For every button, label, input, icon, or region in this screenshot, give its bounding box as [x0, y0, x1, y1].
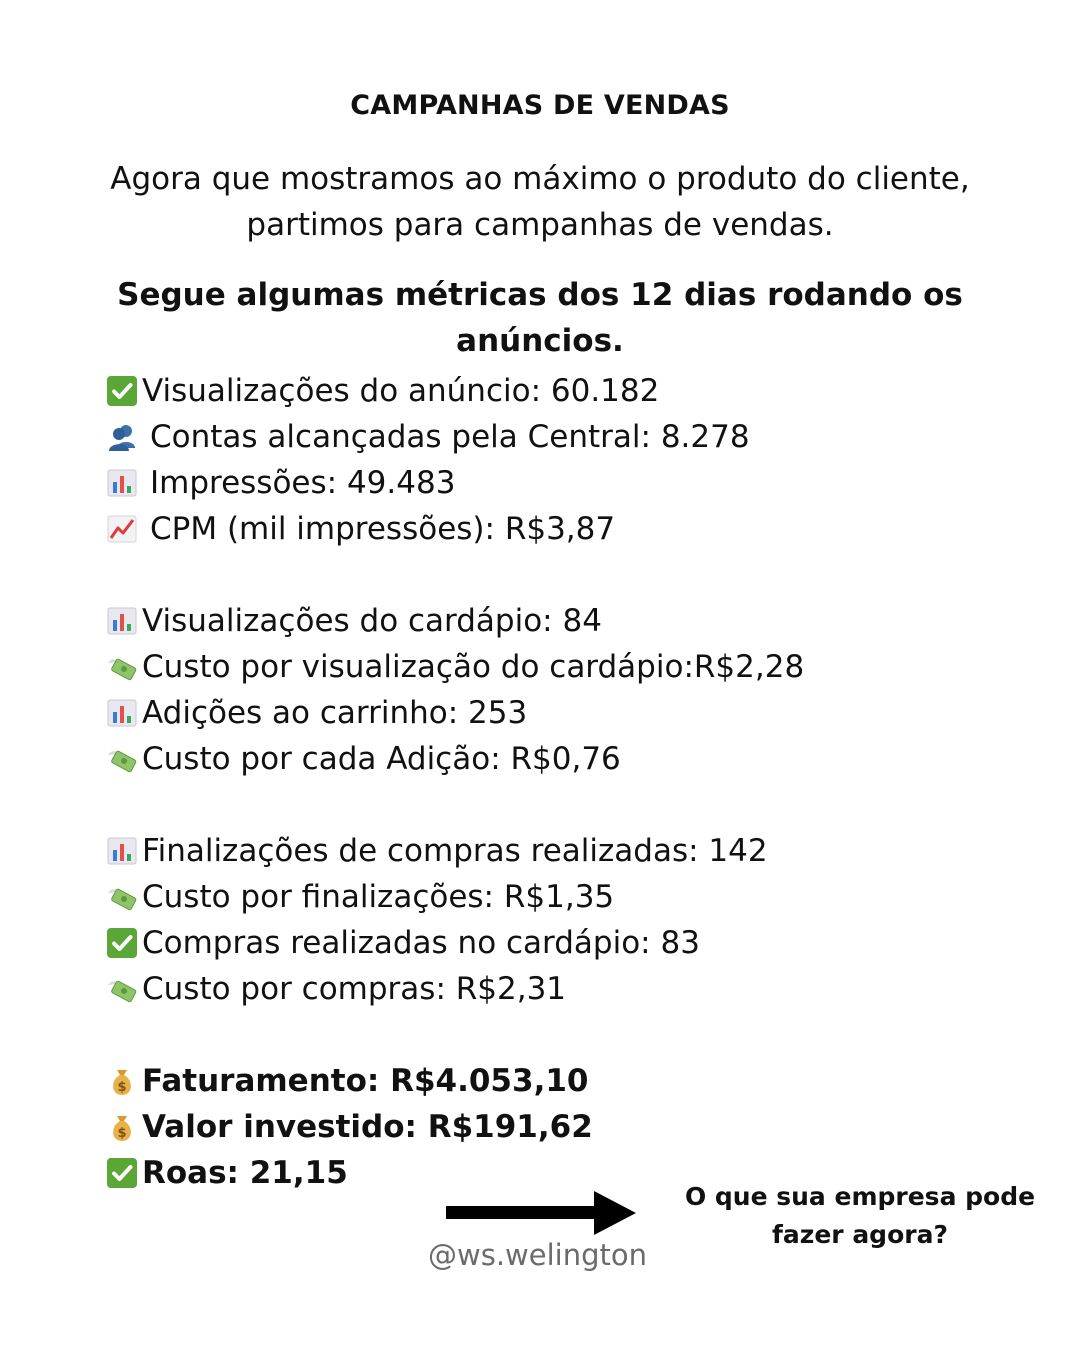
metric-checkouts [106, 828, 1006, 874]
metrics-heading-line-2: anúncios. [456, 323, 624, 359]
metric-text: CPM (mil impressões): R$3,87 [150, 511, 616, 547]
trend-up-chart-icon [106, 513, 138, 545]
metrics-heading [90, 272, 990, 364]
arrow-right-icon [444, 1188, 638, 1238]
metric-menu-views [106, 598, 1006, 644]
intro-line-2: partimos para campanhas de vendas. [246, 207, 834, 243]
svg-text:$: $ [117, 1080, 127, 1095]
bar-chart-icon [106, 605, 138, 637]
check-mark-icon [106, 1157, 138, 1189]
metric-cost-per-checkout [106, 874, 1006, 920]
metric-menu-purchases [106, 920, 1006, 966]
money-wings-icon [106, 743, 138, 775]
spacer [106, 1012, 1006, 1058]
metric-cost-per-purchase [106, 966, 1006, 1012]
metric-accounts-reached [106, 414, 1006, 460]
metric-text: Compras realizadas no cardápio: 83 [142, 925, 700, 961]
cta-line-2: fazer agora? [772, 1220, 948, 1249]
money-wings-icon [106, 881, 138, 913]
page-title: CAMPANHAS DE VENDAS [350, 90, 730, 121]
metric-add-to-cart [106, 690, 1006, 736]
metric-text: Custo por finalizações: R$1,35 [142, 879, 615, 915]
metric-text: Custo por cada Adição: R$0,76 [142, 741, 621, 777]
call-to-action [680, 1178, 1040, 1254]
spacer [106, 782, 1006, 828]
intro-paragraph [60, 156, 1020, 248]
author-handle: @ws.welington [428, 1238, 648, 1272]
money-bag-icon [106, 1111, 138, 1143]
metric-text: Visualizações do cardápio: 84 [142, 603, 602, 639]
metric-text: Impressões: 49.483 [150, 465, 456, 501]
bar-chart-icon [106, 697, 138, 729]
metric-cost-per-menu-view [106, 644, 1006, 690]
money-bag-icon [106, 1065, 138, 1097]
metric-ad-views [106, 368, 1006, 414]
money-wings-icon [106, 651, 138, 683]
metric-text: Roas: 21,15 [142, 1155, 348, 1191]
intro-line-1: Agora que mostramos ao máximo o produto do cliente, [110, 161, 970, 197]
metrics-heading-line-1: Segue algumas métricas dos 12 dias rodando os [117, 277, 963, 313]
svg-text:$: $ [117, 1126, 127, 1141]
spacer [106, 552, 1006, 598]
metric-cost-per-add [106, 736, 1006, 782]
metric-text: Custo por visualização do cardápio:R$2,28 [142, 649, 805, 685]
metric-text: Faturamento: R$4.053,10 [142, 1063, 589, 1099]
metric-text: Valor investido: R$191,62 [142, 1109, 593, 1145]
metrics-list [106, 368, 1006, 1196]
metric-invested [106, 1104, 1006, 1150]
metric-text: Visualizações do anúncio: 60.182 [142, 373, 660, 409]
people-icon [106, 421, 138, 453]
metric-text: Finalizações de compras realizadas: 142 [142, 833, 768, 869]
metric-text: Contas alcançadas pela Central: 8.278 [150, 419, 750, 455]
metric-text: Adições ao carrinho: 253 [142, 695, 528, 731]
bar-chart-icon [106, 467, 138, 499]
metric-text: Custo por compras: R$2,31 [142, 971, 567, 1007]
metric-revenue [106, 1058, 1006, 1104]
cta-line-1: O que sua empresa pode [684, 1182, 1036, 1211]
check-mark-icon [106, 375, 138, 407]
bar-chart-icon [106, 835, 138, 867]
metric-cpm [106, 506, 1006, 552]
check-mark-icon [106, 927, 138, 959]
metric-impressions [106, 460, 1006, 506]
money-wings-icon [106, 973, 138, 1005]
